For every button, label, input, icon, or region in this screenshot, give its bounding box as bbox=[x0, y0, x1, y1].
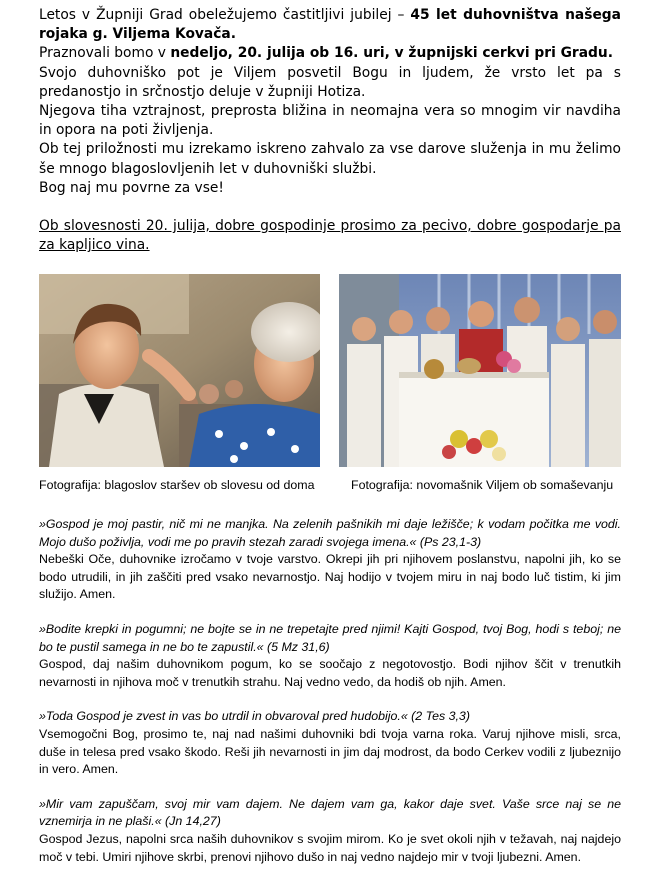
prayer-block bbox=[39, 796, 621, 866]
prayer-text: Gospod, daj našim duhovnikom pogum, ko se soočajo z negotovostjo. Bodi njihov ščit v trenutkih nevarnosti in njihova moč v trenutkih strahu. Naj vedno vedo, da hodiš ob njih. Amen. bbox=[39, 657, 621, 689]
prayer-block bbox=[39, 516, 621, 604]
prayer-text: Vsemogočni Bog, prosimo te, naj nad našimi duhovniki bdi tvoja varna roka. Varuj njihove misli, srca, duše in telesa pred vsako škodo. Reši jih nevarnosti in jim daj modrost, da bodo Cerkev vodili z ljubeznijo in vero. Amen. bbox=[39, 726, 621, 777]
prayer-text: Nebeški Oče, duhovnike izročamo v tvoje varstvo. Okrepi jih pri njihovem poslanstvu, napolni jih, ko se bodo utrudili, in jih zaščiti pred vsako nevarnostjo. Naj hodijo v tvojem miru in naj bodo luč tistim, ki jim služijo. Amen. bbox=[39, 552, 621, 602]
scripture-quote: »Bodite krepki in pogumni; ne bojte se in ne trepetajte pred njimi! Kajti Gospod, tvoj Bog, hodi s teboj; ne bo te pustil samega in ne bo te zapustil.« (5 Mz 31,6) bbox=[39, 621, 621, 654]
scripture-quote: »Toda Gospod je zvest in vas bo utrdil in obvaroval pred hudobijo.« (2 Tes 3,3) bbox=[39, 709, 470, 724]
prayers-section bbox=[39, 516, 621, 883]
photo-blessing bbox=[39, 274, 320, 467]
intro-p2-text: Praznovali bomo v bbox=[39, 45, 171, 62]
photo-row bbox=[39, 274, 621, 470]
intro-p1-text: Letos v Župniji Grad obeležujemo častitljivi jubilej – bbox=[39, 7, 411, 23]
intro-p1-bold: 45 let duhovništva našega rojaka g. Viljema Kovača. bbox=[39, 7, 621, 43]
intro-section bbox=[39, 6, 621, 255]
photo-concelebration bbox=[339, 274, 621, 467]
scripture-quote: »Gospod je moj pastir, nič mi ne manjka. Na zelenih pašnikih mi daje ležišče; k vodam počitka me vodi. Mojo dušo poživlja, vodi me po pravih stezah zaradi svojega imena.« (Ps 23,1-3) bbox=[39, 517, 621, 549]
intro-paragraph-4: Njegova tiha vztrajnost, preprosta bližina in neomajna vera so mnogim vir navdiha in opora na poti življenja. bbox=[39, 103, 621, 139]
prayer-block bbox=[39, 621, 621, 691]
intro-paragraph-1 bbox=[39, 6, 621, 44]
notice-paragraph: Ob slovesnosti 20. julija, dobre gospodinje prosimo za pecivo, dobre gospodarje pa za kapljico vina. bbox=[39, 218, 621, 254]
prayer-text: Gospod Jezus, napolni srca naših duhovnikov s svojim mirom. Ko je svet okoli njih v težavah, naj najdejo moč v tebi. Umiri njihove skrbi, prenovi njihovo dušo in naj vedno najdejo mir v tvoji ljubezni. Amen. bbox=[39, 831, 621, 864]
intro-paragraph-2 bbox=[39, 44, 621, 63]
intro-paragraph-5: Ob tej priložnosti mu izrekamo iskreno zahvalo za vse darove služenja in mu želimo še mnogo blagoslovljenih let v duhovniški službi. bbox=[39, 141, 621, 177]
document-page bbox=[39, 6, 621, 864]
scripture-quote: »Mir vam zapuščam, svoj mir vam dajem. Ne dajem vam ga, kakor daje svet. Vaše srce naj se ne vznemirja in ne plaši.« (Jn 14,27) bbox=[39, 796, 621, 829]
caption-left: Fotografija: blagoslov staršev ob slovesu od doma bbox=[39, 478, 315, 492]
prayer-block bbox=[39, 708, 621, 778]
intro-paragraph-3: Svojo duhovniško pot je Viljem posvetil Bogu in ljudem, že vrsto let pa s predanostjo in srčnostjo deluje v župniji Hotiza. bbox=[39, 64, 621, 100]
intro-p2-bold: nedeljo, 20. julija ob 16. uri, v župnijski cerkvi pri Gradu. bbox=[170, 45, 613, 62]
intro-paragraph-6: Bog naj mu povrne za vse! bbox=[39, 179, 224, 196]
caption-right: Fotografija: novomašnik Viljem ob somaševanju bbox=[351, 478, 614, 492]
